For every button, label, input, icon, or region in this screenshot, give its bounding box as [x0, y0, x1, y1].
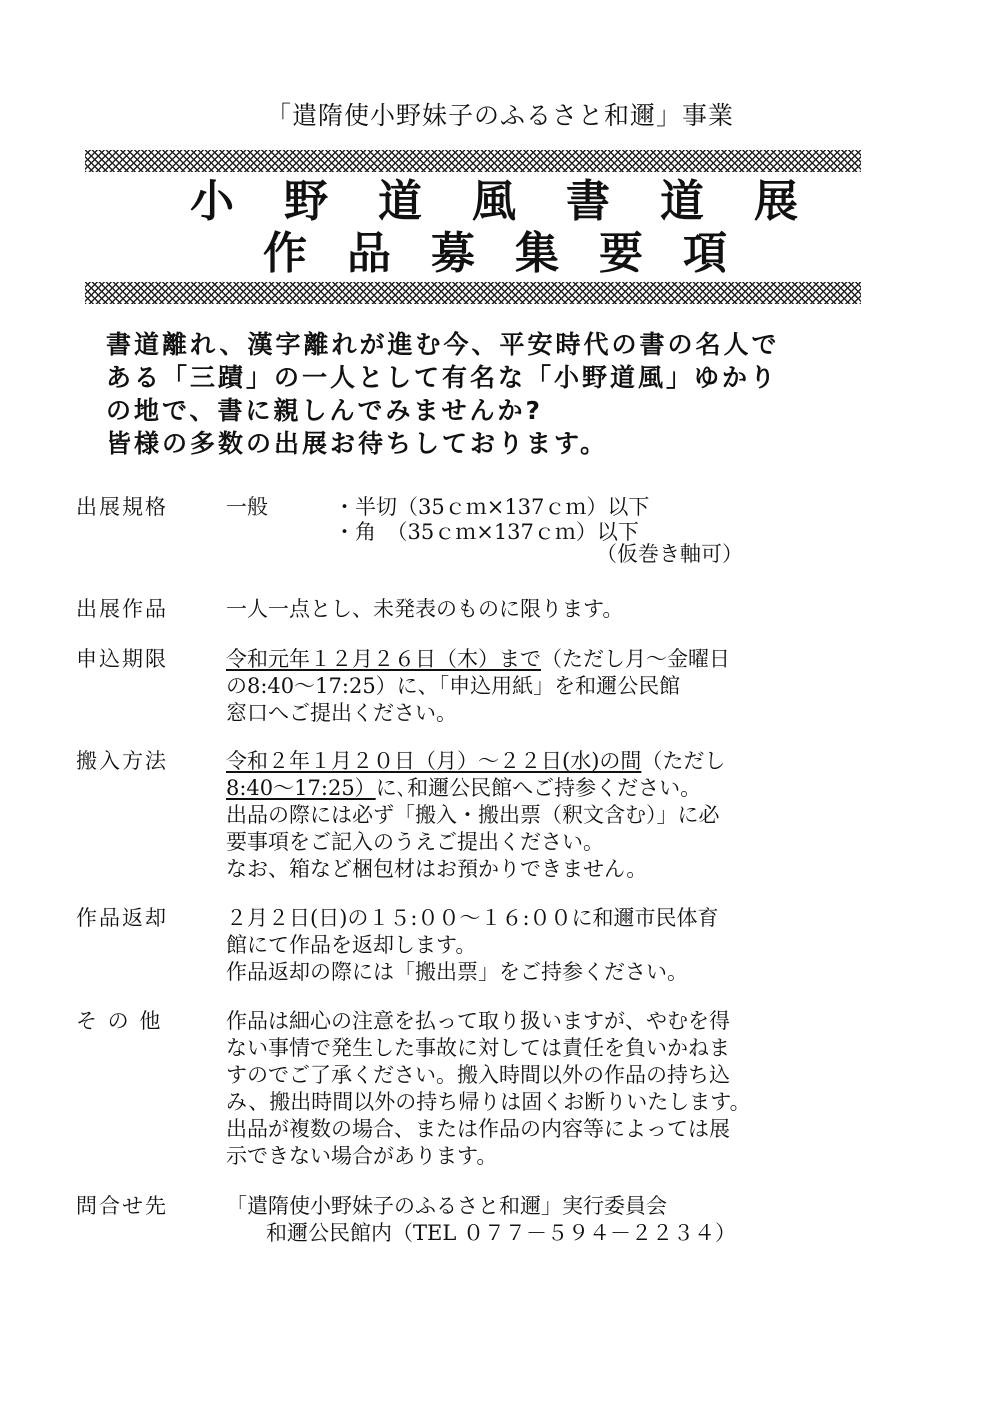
contact-phone: 和邇公民館内（TEL ０７７－５９４－２２３４） [266, 1221, 736, 1245]
section-text: （ただし月～金曜日 [541, 647, 730, 671]
section-line: 要事項をご記入のうえご提出ください。 [226, 830, 604, 854]
section-line: ２月２日(日)の１５:００～１６:００に和邇市民体育 [226, 906, 719, 930]
section-body [226, 1008, 926, 1170]
intro-line: の地で、書に親しんでみませんか? [106, 396, 544, 425]
section-label: 出展規格 [76, 495, 168, 519]
spec-category: 一般 [226, 495, 268, 519]
hatched-band-top [85, 150, 861, 172]
section-label: そ の 他 [76, 1009, 163, 1033]
section-line: み、搬出時間以外の持ち帰りは固くお断りいたします。 [226, 1090, 751, 1114]
main-title-line2: 作品募集要項 [263, 228, 767, 279]
section-line: 出品が複数の場合、または作品の内容等によっては展 [226, 1117, 730, 1141]
section-body [226, 596, 926, 623]
section-label: 出展作品 [76, 597, 168, 621]
section-text: に､和邇公民館へご持参ください。 [375, 776, 702, 800]
delivery-date: 令和２年１月２０日（月）～２２日(水)の間 [226, 749, 642, 773]
section-line: すのでご了承ください。搬入時間以外の作品の持ち込 [226, 1063, 730, 1087]
main-title-line1: 小野道風書道展 [190, 176, 848, 227]
section-spec [76, 494, 936, 574]
section-line: 一人一点とし、未発表のものに限ります。 [226, 597, 624, 621]
intro-line: 書道離れ、漢字離れが進む今、平安時代の書の名人で [106, 330, 780, 359]
section-line: 示できない場合があります。 [226, 1144, 498, 1168]
program-title: 「遣隋使小野妹子のふるさと和邇」事業 [265, 101, 734, 130]
deadline-date: 令和元年１２月２６日（木）まで [226, 647, 541, 671]
section-body [226, 1193, 926, 1247]
spec-item: ・角 （35ｃｍ×137ｃｍ）以下 [334, 520, 639, 544]
section-label: 申込期限 [76, 647, 168, 671]
intro-line: 皆様の多数の出展お待ちしております。 [106, 429, 609, 458]
section-line: 作品返却の際には「搬出票」をご持参ください。 [226, 960, 688, 984]
section-body [226, 905, 926, 986]
section-line: 出品の際には必ず「搬入・搬出票（釈文含む）」に必 [226, 803, 720, 827]
section-line: の8:40～17:25）に、「申込用紙」を和邇公民館 [226, 674, 681, 698]
section-line: 館にて作品を返却します。 [226, 933, 477, 957]
delivery-hours: 8:40～17:25） [226, 776, 376, 800]
intro-text [106, 328, 866, 460]
section-label: 搬入方法 [76, 749, 168, 773]
section-line: なお、箱など梱包材はお預かりできません。 [226, 857, 648, 881]
section-body [226, 646, 926, 727]
section-label: 作品返却 [76, 906, 168, 930]
contact-committee: 「遣隋使小野妹子のふるさと和邇」実行委員会 [226, 1194, 667, 1218]
intro-line: ある「三蹟」の一人として有名な「小野道風」ゆかり [106, 363, 779, 392]
section-text: （ただし [641, 749, 726, 773]
hatched-band-bottom [85, 282, 861, 304]
section-line: ない事情で発生した事故に対しては責任を負いかねま [226, 1036, 730, 1060]
spec-note: （仮巻き軸可） [596, 542, 743, 566]
spec-item: ・半切（35ｃｍ×137ｃｍ）以下 [334, 495, 650, 519]
section-body [226, 748, 926, 883]
section-label: 問合せ先 [76, 1194, 168, 1218]
section-line: 作品は細心の注意を払って取り扱いますが、やむを得 [226, 1009, 730, 1033]
section-line: 窓口へご提出ください。 [226, 701, 457, 725]
